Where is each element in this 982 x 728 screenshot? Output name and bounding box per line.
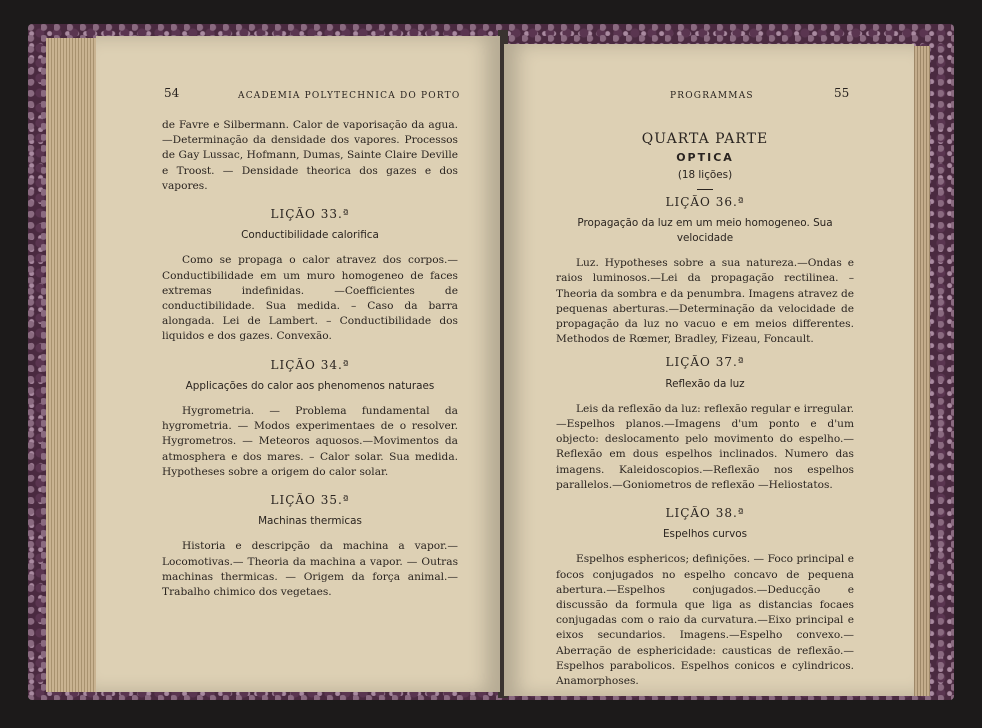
lesson-heading: LIÇÃO 34.ª: [270, 357, 350, 372]
lesson-title: Applicações do calor aos phenomenos naturaes: [185, 379, 435, 392]
right-page: [504, 44, 914, 696]
running-head: ACADEMIA POLYTECHNICA DO PORTO: [238, 91, 461, 101]
divider: [697, 189, 713, 190]
page-number: 54: [164, 86, 180, 100]
lessons-count: (18 lições): [677, 169, 733, 182]
lesson-body: Hygrometria. — Problema fundamental da hygrometria. — Modos experimentaes de o resolver. Hygrometros. — Meteoros aquosos.—Movimentos da atmosphera e dos mares. – Calor solar. Sua medida. Hypotheses sobre a origem do calor solar.: [162, 405, 458, 478]
running-head: PROGRAMMAS: [670, 91, 754, 101]
left-page: [96, 36, 500, 692]
lesson-title: Propagação da luz em um meio homogeneo. Sua velocidade: [577, 216, 833, 245]
intro-paragraph: de Favre e Silbermann. Calor de vaporisação da agua.—Determinação da densidade dos vapores. Processos de Gay Lussac, Hofmann, Dumas, Sainte Claire Deville e Troost. — Densidade theorica dos gazes e dos vapores.: [162, 119, 458, 192]
lesson-body: Leis da reflexão da luz: reflexão regular e irregular.—Espelhos planos.—Imagens d'um ponto e d'um objecto: deslocamento pelo movimento do espelho.—Reflexão em dous espelhos inclinados. Numero das imagens. Kaleidoscopios.—Reflexão nos espelhos parallelos.—Goniometros de reflexão —Heliostatos.: [556, 402, 854, 491]
lesson-heading: LIÇÃO 33.ª: [270, 207, 350, 222]
page-edges-right: [912, 46, 930, 696]
lesson-heading: LIÇÃO 38.ª: [665, 506, 745, 521]
page-number: 55: [834, 86, 850, 100]
lesson-body: Espelhos esphericos; definições. — Foco principal e focos conjugados no espelho concavo de pequena abertura.—Espelhos conjugados.—Deducção e discussão da formula que liga as distancias focaes conjugadas com o raio da curvatura.—Eixo principal e eixos secundarios. Imagens.—Espelho convexo.—Aberração de esphericidade: causticas de reflexão.—Espelhos parabolicos. Espelhos conicos e cylindricos. Anamorphoses.: [556, 553, 854, 688]
left-text-block: [162, 118, 458, 600]
right-text-block: [556, 132, 854, 689]
lesson-heading: LIÇÃO 36.ª: [665, 194, 745, 209]
lesson-title: Conductibilidade calorifica: [241, 229, 379, 242]
lesson-heading: LIÇÃO 35.ª: [270, 493, 350, 508]
lesson-heading: LIÇÃO 37.ª: [665, 355, 745, 370]
lesson-body: Luz. Hypotheses sobre a sua natureza.—Ondas e raios luminosos.—Lei da propagação rectilinea. – Theoria da sombra e da penumbra. Imagens atravez de pequenas aberturas.—Determinação da velocidade de propagação da luz no vacuo e em meios differentes. Methodos de Rœmer, Bradley, Fizeau, Foncault.: [556, 257, 854, 346]
lesson-body: Como se propaga o calor atravez dos corpos.—Conductibilidade em um muro homogeneo de faces extremas indefinidas. —Coefficientes de conductibilidade. Sua medida. – Caso da barra alongada. Lei de Lambert. – Conductibilidade dos liquidos e dos gazes. Convexão.: [162, 254, 458, 343]
part-subtitle: OPTICA: [676, 151, 734, 165]
part-title: QUARTA PARTE: [641, 131, 769, 147]
lesson-title: Reflexão da luz: [665, 377, 745, 390]
lesson-title: Espelhos curvos: [662, 528, 747, 541]
lesson-body: Historia e descripção da machina a vapor.—Locomotivas.— Theoria da machina a vapor. — Outras machinas thermicas. — Origem da força animal.—Trabalho chimico dos vegetaes.: [162, 540, 458, 599]
page-edges-left: [46, 38, 102, 692]
lesson-title: Machinas thermicas: [258, 515, 362, 528]
